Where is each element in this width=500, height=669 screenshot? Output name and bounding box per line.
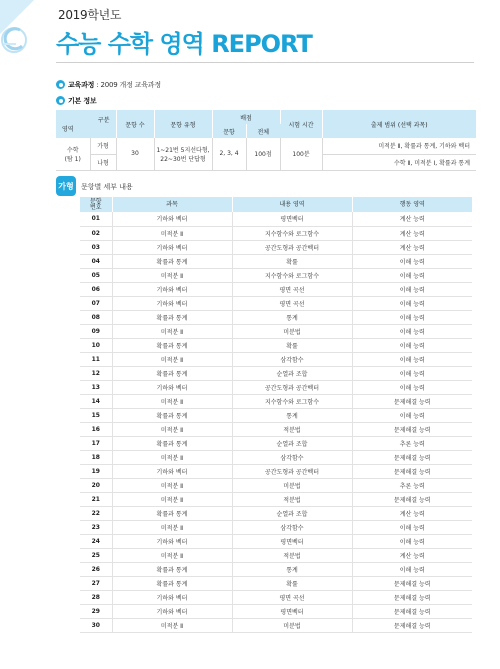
behavior-cell: 계산 능력 xyxy=(352,240,472,254)
behavior-cell: 계산 능력 xyxy=(352,548,472,562)
type-name-cell: 가형 xyxy=(90,138,116,154)
table-row xyxy=(80,240,472,254)
table-row xyxy=(80,394,472,408)
question-number: 21 xyxy=(80,492,112,506)
question-number: 25 xyxy=(80,548,112,562)
question-number: 18 xyxy=(80,450,112,464)
behavior-cell: 이해 능력 xyxy=(352,268,472,282)
behavior-cell: 이해 능력 xyxy=(352,380,472,394)
subject-cell: 확률과 통계 xyxy=(112,436,232,450)
content-cell: 통계 xyxy=(232,562,352,576)
subject-cell: 미적분 Ⅱ xyxy=(112,618,232,632)
subject-cell: 미적분 Ⅱ xyxy=(112,422,232,436)
content-cell: 평면 곡선 xyxy=(232,296,352,310)
question-number: 29 xyxy=(80,604,112,618)
behavior-cell: 추론 능력 xyxy=(352,478,472,492)
subject-cell: 기하와 벡터 xyxy=(112,296,232,310)
subject-cell: 확률과 통계 xyxy=(112,408,232,422)
table-row xyxy=(80,506,472,520)
content-cell: 지수함수와 로그함수 xyxy=(232,226,352,240)
subject-cell: 확률과 통계 xyxy=(112,562,232,576)
table-row xyxy=(80,324,472,338)
content-cell: 공간도형과 공간벡터 xyxy=(232,380,352,394)
detail-section-title: 문항별 세부 내용 xyxy=(81,183,133,191)
score-total-cell: 100점 xyxy=(246,138,280,170)
table-row xyxy=(80,534,472,548)
type-name-cell: 나형 xyxy=(90,154,116,170)
score-item-cell: 2, 3, 4 xyxy=(212,138,246,170)
question-number: 01 xyxy=(80,212,112,226)
table-row xyxy=(80,310,472,324)
table-row xyxy=(80,520,472,534)
table-row xyxy=(80,338,472,352)
question-number: 14 xyxy=(80,394,112,408)
question-number: 12 xyxy=(80,366,112,380)
subject-cell: 확률과 통계 xyxy=(112,506,232,520)
title-main: 수능 수학 영역 xyxy=(56,30,204,58)
curriculum-line: 교육과정 : 2009 개정 교육과정 xyxy=(68,81,161,89)
table-row xyxy=(80,352,472,366)
question-number: 10 xyxy=(80,338,112,352)
content-cell: 확률 xyxy=(232,338,352,352)
question-number: 15 xyxy=(80,408,112,422)
curriculum-value: 2009 개정 교육과정 xyxy=(100,81,161,89)
subject-cell: 확률과 통계 xyxy=(112,576,232,590)
question-number: 05 xyxy=(80,268,112,282)
behavior-cell: 추론 능력 xyxy=(352,436,472,450)
question-number: 02 xyxy=(80,226,112,240)
question-type-cell: 1~21번 5지선다형, 22~30번 단답형 xyxy=(154,138,212,170)
content-cell: 평면 곡선 xyxy=(232,282,352,296)
count-header: 문항 수 xyxy=(116,110,154,138)
score-header: 배점 xyxy=(212,110,280,124)
behavior-cell: 문제해결 능력 xyxy=(352,618,472,632)
content-cell: 적분법 xyxy=(232,548,352,562)
question-number: 28 xyxy=(80,590,112,604)
content-cell: 삼각함수 xyxy=(232,352,352,366)
content-cell: 공간도형과 공간벡터 xyxy=(232,240,352,254)
detail-table xyxy=(80,197,472,633)
question-number: 30 xyxy=(80,618,112,632)
content-cell: 평면벡터 xyxy=(232,534,352,548)
question-number: 24 xyxy=(80,534,112,548)
content-cell: 공간도형과 공간벡터 xyxy=(232,464,352,478)
table-row xyxy=(80,366,472,380)
content-cell: 삼각함수 xyxy=(232,520,352,534)
range-cell: 수학 Ⅱ, 미적분 Ⅰ, 확률과 통계 xyxy=(322,154,476,170)
question-number: 04 xyxy=(80,254,112,268)
content-cell: 지수함수와 로그함수 xyxy=(232,394,352,408)
subject-cell: 기하와 벡터 xyxy=(112,464,232,478)
behavior-cell: 이해 능력 xyxy=(352,408,472,422)
subject-cell: 기하와 벡터 xyxy=(112,604,232,618)
subject-cell: 기하와 벡터 xyxy=(112,282,232,296)
behavior-cell: 이해 능력 xyxy=(352,254,472,268)
table-row xyxy=(80,618,472,632)
table-row xyxy=(80,254,472,268)
question-number: 22 xyxy=(80,506,112,520)
question-number: 27 xyxy=(80,576,112,590)
question-number: 13 xyxy=(80,380,112,394)
behavior-cell: 문제해결 능력 xyxy=(352,464,472,478)
subject-cell: 확률과 통계 xyxy=(112,366,232,380)
behavior-cell: 문제해결 능력 xyxy=(352,590,472,604)
content-cell: 통계 xyxy=(232,408,352,422)
subject-cell: 미적분 Ⅱ xyxy=(112,324,232,338)
score-total-header: 전체 xyxy=(246,124,280,138)
subject-cell: 기하와 벡터 xyxy=(112,380,232,394)
behavior-cell: 이해 능력 xyxy=(352,366,472,380)
table-row xyxy=(80,562,472,576)
content-cell: 삼각함수 xyxy=(232,450,352,464)
behavior-cell: 이해 능력 xyxy=(352,534,472,548)
subject-cell: 미적분 Ⅱ xyxy=(112,450,232,464)
table-row xyxy=(80,268,472,282)
range-cell: 미적분 Ⅱ, 확률과 통계, 기하와 벡터 xyxy=(322,138,476,154)
behavior-cell: 문제해결 능력 xyxy=(352,604,472,618)
behavior-cell: 문제해결 능력 xyxy=(352,576,472,590)
content-cell: 순열과 조합 xyxy=(232,366,352,380)
table-row xyxy=(80,492,472,506)
table-row xyxy=(80,464,472,478)
table-row xyxy=(80,380,472,394)
question-number: 03 xyxy=(80,240,112,254)
subject-cell: 확률과 통계 xyxy=(112,310,232,324)
subject-cell: 미적분 Ⅱ xyxy=(112,352,232,366)
subject-header: 과목 xyxy=(112,197,232,212)
content-cell: 미분법 xyxy=(232,618,352,632)
gubun-yeongyeok-header: 구분 영역 xyxy=(56,110,116,138)
subject-cell: 수학 (탐 1) xyxy=(56,138,90,170)
question-number: 23 xyxy=(80,520,112,534)
content-cell: 평면벡터 xyxy=(232,212,352,226)
subject-cell: 확률과 통계 xyxy=(112,254,232,268)
behavior-cell: 이해 능력 xyxy=(352,296,472,310)
subject-cell: 기하와 벡터 xyxy=(112,590,232,604)
subject-cell: 확률과 통계 xyxy=(112,338,232,352)
question-number: 19 xyxy=(80,464,112,478)
behavior-cell: 문제해결 능력 xyxy=(352,492,472,506)
subject-cell: 미적분 Ⅱ xyxy=(112,492,232,506)
table-row xyxy=(80,212,472,226)
question-number: 07 xyxy=(80,296,112,310)
behavior-header: 행동 영역 xyxy=(352,197,472,212)
score-item-header: 문항 xyxy=(212,124,246,138)
content-cell: 순열과 조합 xyxy=(232,436,352,450)
behavior-cell: 문제해결 능력 xyxy=(352,422,472,436)
content-header: 내용 영역 xyxy=(232,197,352,212)
behavior-cell: 이해 능력 xyxy=(352,324,472,338)
behavior-cell: 이해 능력 xyxy=(352,520,472,534)
question-number: 20 xyxy=(80,478,112,492)
content-cell: 확률 xyxy=(232,576,352,590)
subject-cell: 기하와 벡터 xyxy=(112,240,232,254)
question-number: 06 xyxy=(80,282,112,296)
behavior-cell: 계산 능력 xyxy=(352,212,472,226)
subject-cell: 미적분 Ⅱ xyxy=(112,520,232,534)
behavior-cell: 이해 능력 xyxy=(352,282,472,296)
table-row xyxy=(80,436,472,450)
bullet-icon xyxy=(56,96,65,105)
curriculum-label: 교육과정 xyxy=(68,81,95,89)
question-number: 08 xyxy=(80,310,112,324)
question-number: 26 xyxy=(80,562,112,576)
question-number: 11 xyxy=(80,352,112,366)
table-row xyxy=(80,408,472,422)
behavior-cell: 이해 능력 xyxy=(352,562,472,576)
content-cell: 지수함수와 로그함수 xyxy=(232,268,352,282)
table-row xyxy=(80,548,472,562)
question-number: 16 xyxy=(80,422,112,436)
type-tag: 가형 xyxy=(56,176,76,196)
content-cell: 확률 xyxy=(232,254,352,268)
table-row xyxy=(80,576,472,590)
question-number: 09 xyxy=(80,324,112,338)
content-cell: 평면 곡선 xyxy=(232,590,352,604)
subject-cell: 미적분 Ⅱ xyxy=(112,394,232,408)
type-header: 문항 유형 xyxy=(154,110,212,138)
table-row xyxy=(80,590,472,604)
content-cell: 평면벡터 xyxy=(232,604,352,618)
basic-info-table xyxy=(56,110,476,171)
table-row xyxy=(80,422,472,436)
table-row xyxy=(80,604,472,618)
page-title xyxy=(56,24,312,59)
content-cell: 통계 xyxy=(232,310,352,324)
table-row xyxy=(80,478,472,492)
behavior-cell: 이해 능력 xyxy=(352,352,472,366)
behavior-cell: 문제해결 능력 xyxy=(352,394,472,408)
year-label: 2019학년도 xyxy=(58,8,122,22)
question-number: 17 xyxy=(80,436,112,450)
range-header: 출제 범위 (선택 과목) xyxy=(322,110,476,138)
subject-cell: 기하와 벡터 xyxy=(112,212,232,226)
subject-cell: 미적분 Ⅱ xyxy=(112,268,232,282)
behavior-cell: 계산 능력 xyxy=(352,226,472,240)
subject-cell: 미적분 Ⅱ xyxy=(112,226,232,240)
subject-cell: 미적분 Ⅱ xyxy=(112,548,232,562)
subject-cell: 기하와 벡터 xyxy=(112,534,232,548)
title-report: REPORT xyxy=(211,30,312,58)
subject-cell: 미적분 Ⅱ xyxy=(112,478,232,492)
time-cell: 100분 xyxy=(280,138,322,170)
content-cell: 순열과 조합 xyxy=(232,506,352,520)
num-header: 문항 번호 xyxy=(80,197,112,212)
content-cell: 적분법 xyxy=(232,422,352,436)
content-cell: 미분법 xyxy=(232,478,352,492)
content-cell: 적분법 xyxy=(232,492,352,506)
title-divider xyxy=(56,62,474,63)
table-row xyxy=(80,282,472,296)
behavior-cell: 계산 능력 xyxy=(352,506,472,520)
bullet-icon xyxy=(56,80,65,89)
behavior-cell: 문제해결 능력 xyxy=(352,450,472,464)
basic-info-heading: 기본 정보 xyxy=(68,97,97,105)
table-row xyxy=(80,450,472,464)
table-row xyxy=(80,296,472,310)
content-cell: 미분법 xyxy=(232,324,352,338)
count-cell: 30 xyxy=(116,138,154,170)
table-row xyxy=(80,226,472,240)
behavior-cell: 이해 능력 xyxy=(352,310,472,324)
behavior-cell: 이해 능력 xyxy=(352,338,472,352)
time-header: 시험 시간 xyxy=(280,110,322,138)
